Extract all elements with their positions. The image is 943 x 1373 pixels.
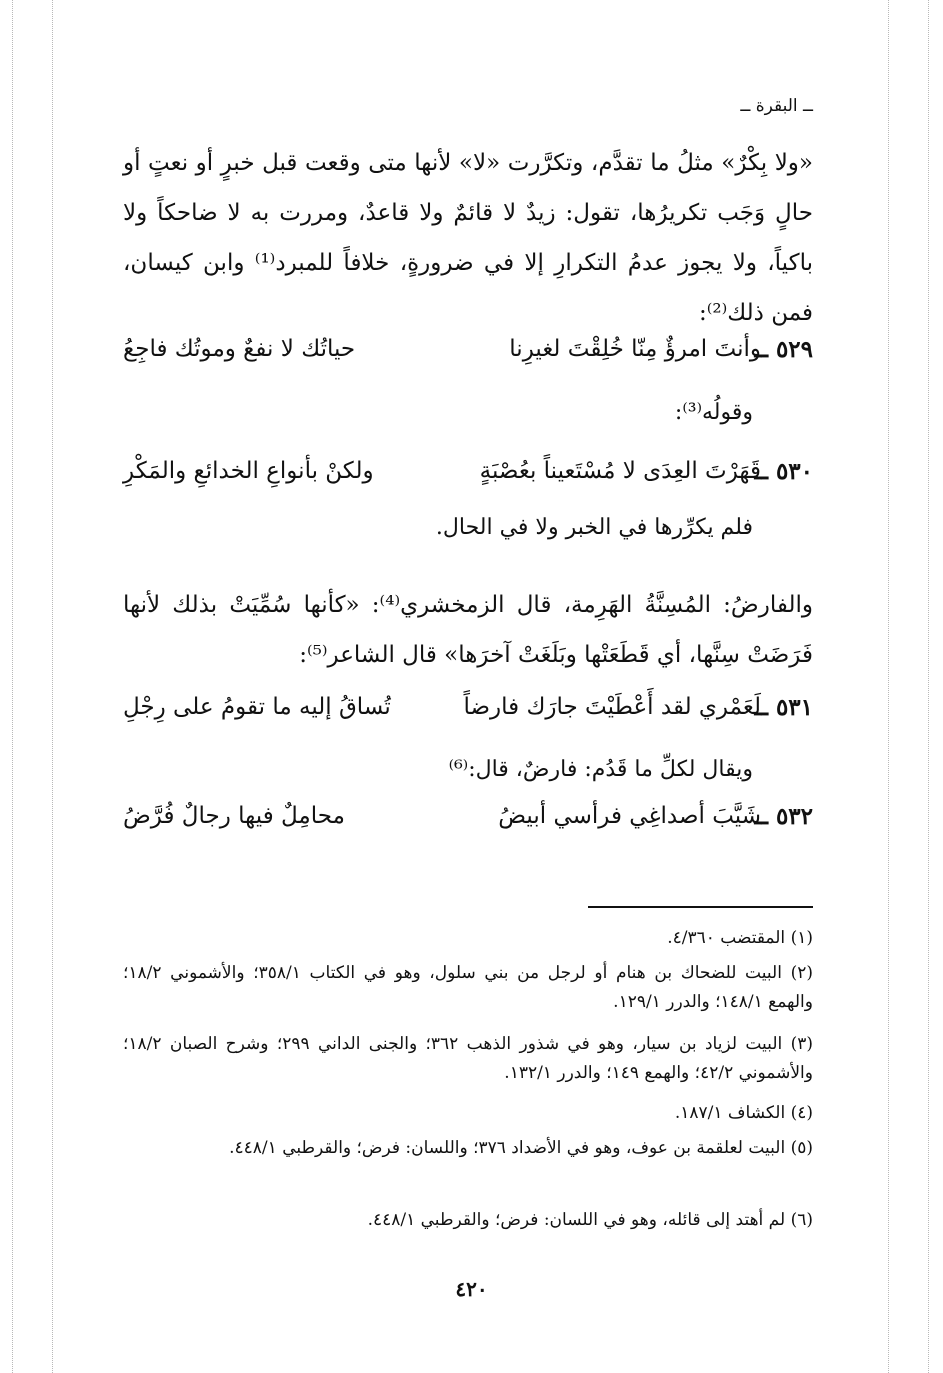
footnote-text: الكشاف ١٨٧/١.	[674, 1103, 786, 1123]
verse-532	[123, 803, 813, 853]
footnote-text: لم أهتد إلى قائله، وهو في اللسان: فرض؛ والقرطبي ٤٤٨/١.	[367, 1210, 786, 1230]
line-after-529: وقولُه⁽³⁾:	[674, 400, 753, 425]
verse-number: ٥٣١ ــ	[754, 694, 813, 721]
verse-530	[123, 458, 813, 508]
verse-hemistich-second: تُساقُ إليه ما تقومُ على رِجْلِ	[123, 694, 391, 720]
page-number: ٤٢٠	[455, 1277, 488, 1301]
verse-hemistich-first: قَهَرْتَ العِدَى لا مُسْتَعيناً بعُصْبَةٍ	[479, 458, 761, 484]
verse-hemistich-second: ولكنْ بأنواعِ الخدائعِ والمَكْرِ	[123, 458, 374, 484]
verse-hemistich-first: شَيَّبَ أصداغِي فرأسي أبيضُ	[498, 803, 761, 829]
footnote-number: (٣)	[790, 1034, 813, 1054]
footnote-text: البيت لعلقمة بن عوف، وهو في الأضداد ٣٧٦؛ واللسان: فرض؛ والقرطبي ٤٤٨/١.	[229, 1138, 786, 1158]
footnote-1	[123, 924, 813, 953]
footnote-3	[123, 1030, 813, 1088]
footnote-separator	[588, 906, 813, 908]
footnote-text: البيت للضحاك بن هنام أو لرجل من بني سلول، وهو في الكتاب ٣٥٨/١؛ والأشموني ١٨/٢؛ والهمع ١٤٨/١؛ والدرر ١٢٩/١.	[123, 963, 813, 1012]
footnote-number: (١)	[790, 928, 813, 948]
footnote-2	[123, 959, 813, 1017]
footnote-5	[123, 1134, 813, 1163]
verse-hemistich-first: وأنتَ امرؤٌ مِنّا خُلِقْتَ لغيرِنا	[509, 336, 761, 362]
footnote-text: المقتضب ٤/٣٦٠.	[667, 928, 786, 948]
verse-number: ٥٢٩ ــ	[754, 336, 813, 363]
footnote-number: (٢)	[790, 963, 813, 983]
paragraph-1: «ولا بِكْرٌ» مثلُ ما تقدَّم، وتكرَّرت «لا» لأنها متى وقعت قبل خبرٍ أو نعتٍ أو حالٍ وَجَب تكريرُها، تقول: زيدٌ لا قائمٌ ولا قاعدٌ، ومررت به لا ضاحكاً ولا باكياً، ولا يجوز عدمُ التكرارِ إلا في ضرورةٍ، خلافاً للمبرد⁽¹⁾ وابن كيسان، فمن ذلك⁽²⁾:	[123, 150, 813, 326]
paragraph-2: والفارضُ: المُسِنَّةُ الهَرِمة، قال الزمخشري⁽⁴⁾: «كأنها سُمِّيَتْ بذلك لأنها فَرَضَتْ سِنَّها، أي قَطَعَتْها وبَلَغَتْ آخرَها» قال الشاعر⁽⁵⁾:	[123, 592, 813, 668]
verse-hemistich-second: محامِلٌ فيها رجالٌ فُرَّضُ	[123, 803, 345, 829]
verse-number: ٥٣٠ ــ	[754, 458, 813, 485]
verse-hemistich-second: حياتُك لا نفعٌ وموتُك فاجِعُ	[123, 336, 356, 362]
line-after-531: ويقال لكلِّ ما قَدُم: فارضٌ، قال:⁽⁶⁾	[448, 757, 753, 782]
footnote-number: (٦)	[790, 1210, 813, 1230]
verse-529	[123, 336, 813, 386]
footnote-4	[123, 1099, 813, 1128]
footnote-number: (٤)	[790, 1103, 813, 1123]
verse-hemistich-first: لَعَمْري لقد أَعْطَيْتَ جارَك فارضاً	[463, 694, 761, 720]
footnote-number: (٥)	[790, 1138, 813, 1158]
running-header: ــ البقرة ــ	[740, 96, 813, 116]
verse-531	[123, 694, 813, 744]
footnote-text: البيت لزياد بن سيار، وهو في شذور الذهب ٣٦٢؛ والجنى الداني ٢٩٩؛ وشرح الصبان ١٨/٢؛ والأشموني ٤٢/٢؛ والهمع ١٤٩؛ والدرر ١٣٢/١.	[123, 1034, 813, 1083]
footnote-6	[123, 1206, 813, 1235]
verse-number: ٥٣٢ ــ	[754, 803, 813, 830]
line-after-530: فلم يكرِّرها في الخبر ولا في الحال.	[435, 515, 753, 540]
